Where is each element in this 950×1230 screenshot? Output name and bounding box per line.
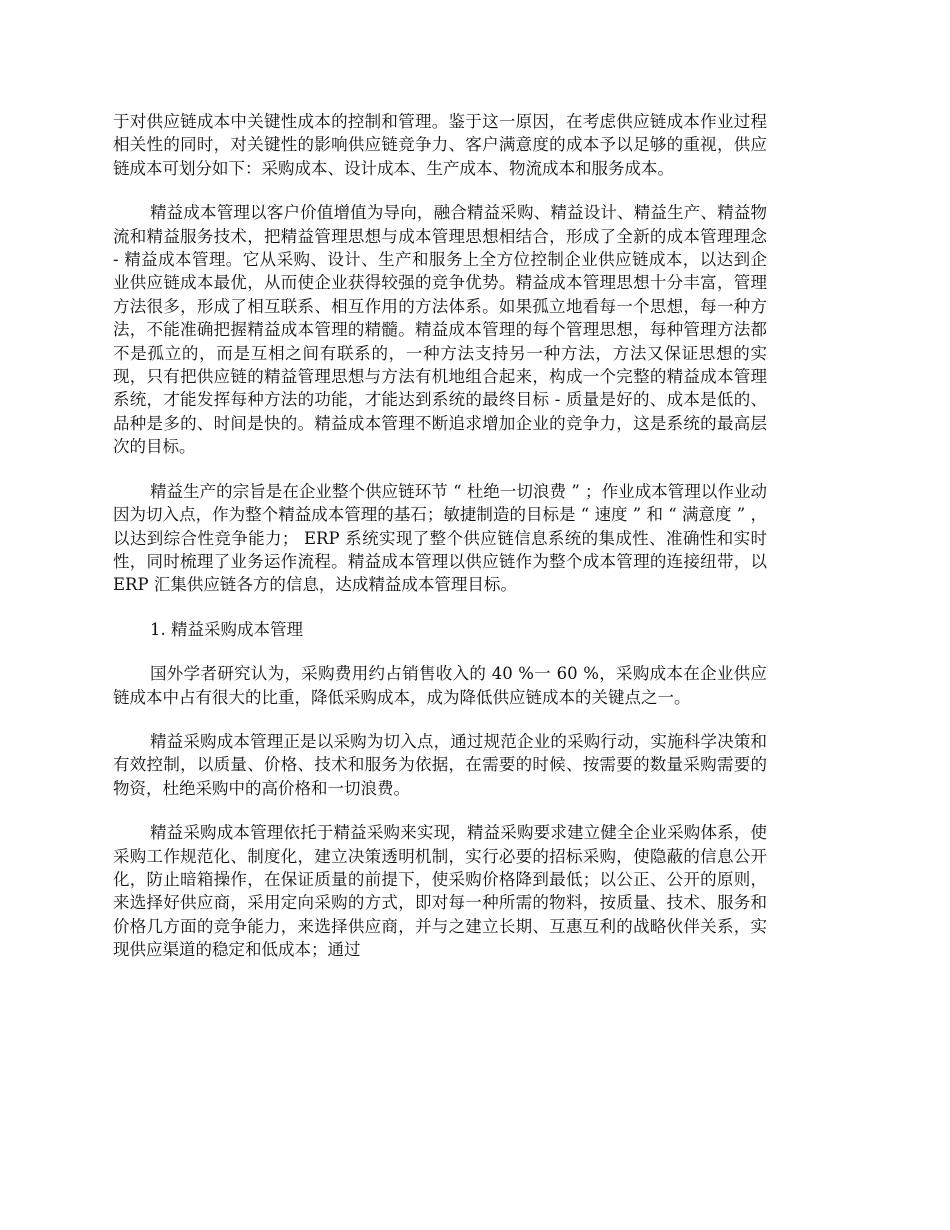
- document-body: [113, 110, 767, 983]
- section-heading-lean-procurement: 1. 精益采购成本管理: [150, 619, 303, 639]
- paragraph-supply-chain-cost-categories: 于对供应链成本中关键性成本的控制和管理。鉴于这一原因，在考虑供应链成本作业过程相关性的同时，对关键性的影响供应链竞争力、客户满意度的成本予以足够的重视，供应链成本可划分如下：采购成本、设计成本、生产成本、物流成本和服务成本。: [113, 112, 767, 178]
- paragraph-procurement-approach: 精益采购成本管理正是以采购为切入点，通过规范企业的采购行动，实施科学决策和有效控制，以质量、价格、技术和服务为依据，在需要的时候、按需要的数量采购需要的物资，杜绝采购中的高价格和一切浪费。: [113, 731, 767, 798]
- paragraph-procurement-system: 精益采购成本管理依托于精益采购来实现，精益采购要求建立健全企业采购体系，使采购工作规范化、制度化，建立决策透明机制，实行必要的招标采购，使隐蔽的信息公开化，防止暗箱操作，在保证质量的前提下，使采购价格降到最低；以公正、公开的原则，来选择好供应商，采用定向采购的方式，即对每一种所需的物料，按质量、技术、服务和价格几方面的竞争能力，来选择供应商，并与之建立长期、互惠互利的战略伙伴关系，实现供应渠道的稳定和低成本；通过: [113, 823, 767, 960]
- paragraph-procurement-share: 国外学者研究认为，采购费用约占销售收入的 40 %一 60 %，采购成本在企业供应链成本中占有很大的比重，降低采购成本，成为降低供应链成本的关键点之一。: [113, 664, 767, 707]
- paragraph-lean-production: 精益生产的宗旨是在企业整个供应链环节 “ 杜绝一切浪费 ” ；作业成本管理以作业动因为切入点，作为整个精益成本管理的基石；敏捷制造的目标是 “ 速度 ” 和 “ 满意度 ” ，以达到综合性竞争能力； ERP 系统实现了整个供应链信息系统的集成性、准确性和实时性，同时梳理了业务运作流程。精益成本管理以供应链作为整个成本管理的连接纽带，以 ERP 汇集供应链各方的信息，达成精益成本管理目标。: [113, 481, 767, 595]
- paragraph-lean-cost-management: 精益成本管理以客户价值增值为导向，融合精益采购、精益设计、精益生产、精益物流和精益服务技术，把精益管理思想与成本管理思想相结合，形成了全新的成本管理理念 - 精益成本管理。它从采购、设计、生产和服务上全方位控制企业供应链成本，以达到企业供应链成本最优，从而使企业获得较强的竞争优势。精益成本管理思想十分丰富，管理方法很多，形成了相互联系、相互作用的方法体系。如果孤立地看每一个思想，每一种方法，不能准确把握精益成本管理的精髓。精益成本管理的每个管理思想，每种管理方法都不是孤立的，而是互相之间有联系的，一种方法支持另一种方法，方法又保证思想的实现，只有把供应链的精益管理思想与方法有机地组合起来，构成一个完整的精益成本管理系统，才能发挥每种方法的功能，才能达到系统的最终目标 - 质量是好的、成本是低的、品种是多的、时间是快的。精益成本管理不断追求增加企业的竞争力，这是系统的最高层次的目标。: [113, 203, 767, 457]
